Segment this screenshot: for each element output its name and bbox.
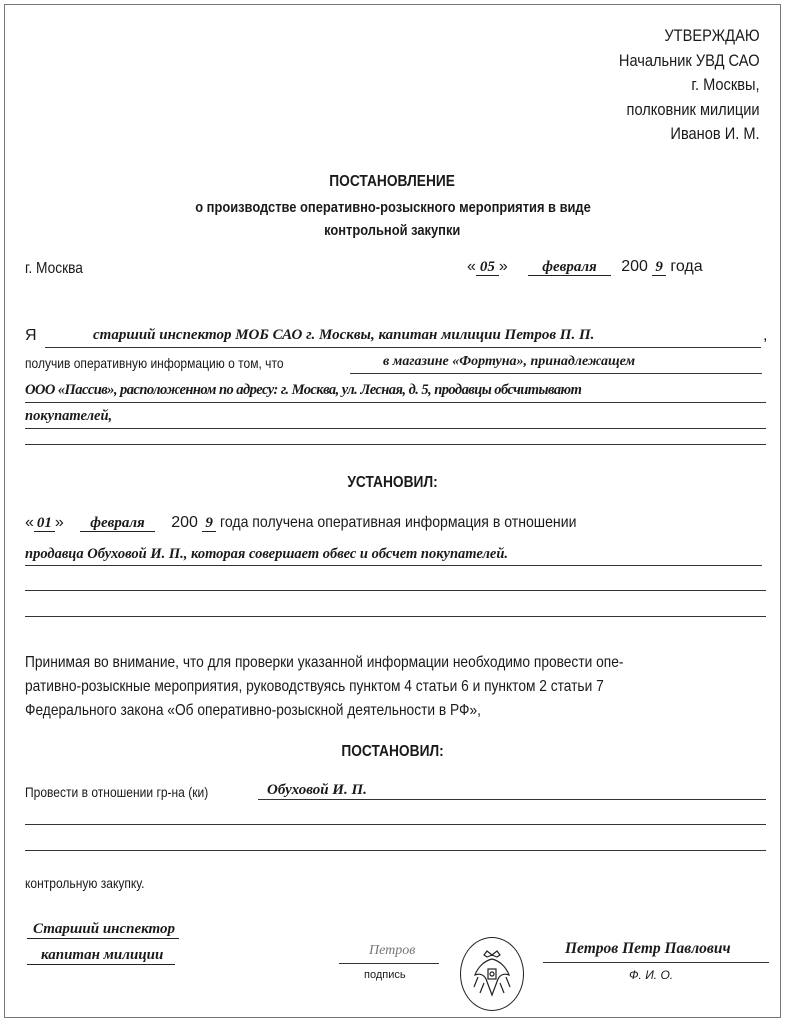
info-month: февраля [80, 515, 155, 532]
person-field: Обуховой И. П. [267, 782, 367, 798]
approval-line: Начальник УВД САО [619, 50, 760, 70]
date-year-digit: 9 [652, 259, 666, 276]
info-year-digit: 9 [202, 515, 216, 532]
date-day: 05 [476, 259, 499, 276]
intro-ya: Я [25, 327, 37, 344]
approval-block [596, 24, 760, 147]
fill-line [25, 402, 766, 403]
full-name-label: Ф. И. О. [629, 968, 674, 982]
approval-line: УТВЕРЖДАЮ [664, 26, 760, 45]
fill-line [45, 347, 761, 348]
document-subtitle: о производстве оперативно-розыскного мероприятия в виде [194, 199, 591, 216]
established-heading: УСТАНОВИЛ: [347, 474, 438, 491]
fill-line [25, 590, 766, 591]
info-field-1: в магазине «Фортуна», принадлежащем [383, 354, 636, 369]
full-name: Петров Петр Павлович [565, 940, 731, 957]
considering-line: Федерального закона «Об оперативно-розыскной деятельности в РФ», [25, 702, 481, 719]
position-line-1: Старший инспектор [27, 921, 179, 939]
resolved-label: Провести в отношении гр-на (ки) [25, 784, 209, 800]
fill-line [350, 373, 762, 374]
document-date: « 05 » февраля 200 9 года [467, 258, 703, 275]
fill-line [258, 799, 766, 800]
fill-line [25, 565, 762, 566]
approval-line: Иванов И. М. [670, 124, 760, 143]
document-page [4, 4, 781, 1018]
signature-label: подпись [364, 969, 406, 981]
received-label: получив оперативную информацию о том, что [25, 355, 284, 371]
position-line-2: капитан милиции [27, 947, 175, 965]
city: г. Москва [25, 260, 83, 277]
officer-field: старший инспектор МОБ САО г. Москвы, капитан милиции Петров П. П. [93, 327, 595, 343]
document-title: ПОСТАНОВЛЕНИЕ [329, 173, 456, 190]
coat-of-arms-seal-icon [460, 937, 524, 1011]
info-field-2: ООО «Пассив», расположенном по адресу: г. Москва, ул. Лесная, д. 5, продавцы обсчитывают [25, 382, 582, 398]
subject-field: продавца Обуховой И. П., которая совершает обвес и обсчет покупателей. [25, 546, 509, 562]
info-day: 01 [34, 515, 55, 532]
signature-line [339, 963, 439, 964]
info-field-3: покупателей, [25, 408, 113, 424]
resolved-heading: ПОСТАНОВИЛ: [341, 743, 444, 760]
approval-line: полковник милиции [626, 99, 760, 119]
considering-line: ративно-розыскные мероприятия, руководствуясь пунктом 4 статьи 6 и пунктом 2 статьи 7 [25, 678, 604, 695]
approval-line: г. Москвы, [691, 75, 760, 94]
date-month: февраля [528, 259, 611, 276]
comma: , [763, 327, 768, 344]
info-date: « 01 » февраля 200 9 года получена оперативная информация в отношении [25, 514, 577, 531]
document-subtitle: контрольной закупки [324, 222, 461, 239]
considering-line: Принимая во внимание, что для проверки указанной информации необходимо провести опе- [25, 654, 624, 671]
resolved-action: контрольную закупку. [25, 875, 145, 891]
full-name-line [543, 962, 769, 963]
fill-line [25, 428, 766, 429]
fill-line [25, 616, 766, 617]
fill-line [25, 824, 766, 825]
fill-line [25, 444, 766, 445]
signature: Петров [369, 943, 416, 958]
fill-line [25, 850, 766, 851]
